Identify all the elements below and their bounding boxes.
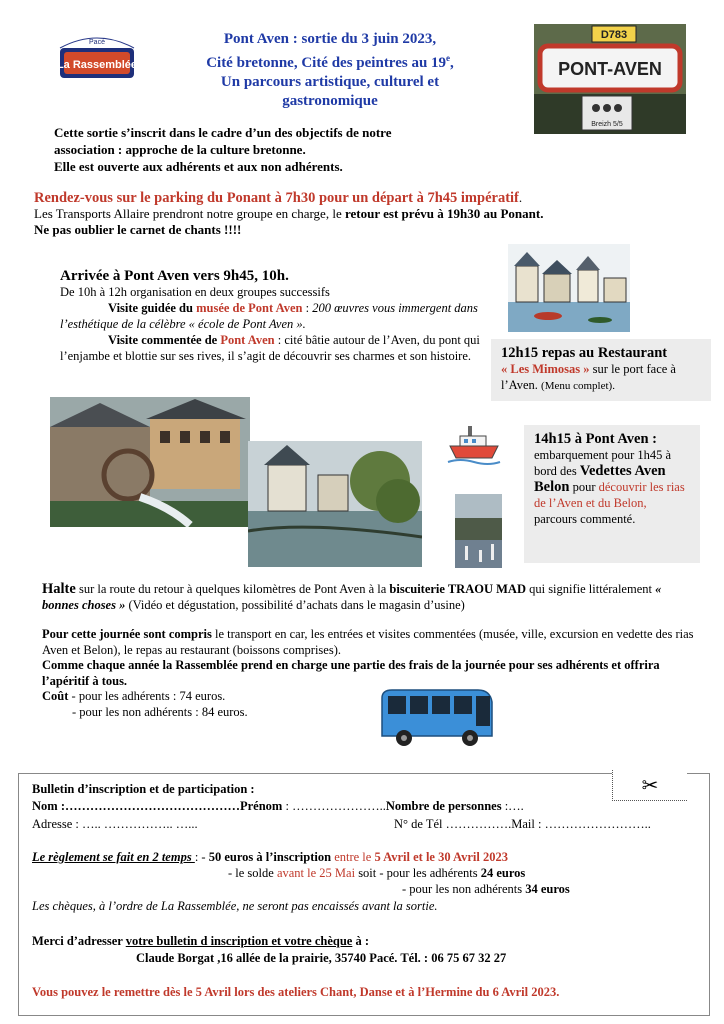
biscuit-factory: biscuiterie TRAOU MAD xyxy=(389,582,526,596)
firstname-label: Prénom xyxy=(239,799,283,813)
restaurant-box xyxy=(491,339,711,401)
firstname-field[interactable]: : ………………….. xyxy=(282,799,386,813)
balance-label: - le solde xyxy=(228,866,277,880)
balance-non-members-amount: 34 euros xyxy=(525,882,570,896)
stop-heading: Halte xyxy=(42,581,76,597)
return-time: retour est prévu à 19h30 au Ponant. xyxy=(344,206,544,221)
title-line2 xyxy=(170,49,490,73)
payment-sep: : - xyxy=(194,850,209,864)
title-line4: gastronomique xyxy=(282,93,378,109)
songbook-reminder: Ne pas oublier le carnet de chants !!!! xyxy=(34,222,242,237)
excursion-heading: 14h15 à Pont Aven : xyxy=(534,431,657,447)
contact-address: Claude Borgat ,16 allée de la prairie, 35740 Pacé. Tél. : 06 75 67 32 27 xyxy=(136,951,507,965)
payment-deposit: 50 euros à l’inscription xyxy=(208,850,332,864)
phone-mail-field[interactable]: N° de Tél …………….Mail : …………………….. xyxy=(394,817,651,831)
restaurant-menu: (Menu complet). xyxy=(541,380,615,392)
balance-non-members-label: - pour les non adhérents xyxy=(402,882,526,896)
people-count-label: Nombre de personnes xyxy=(385,799,502,813)
title-line2-end: , xyxy=(450,55,454,71)
museum-name: musée de Pont Aven xyxy=(196,301,303,315)
send-instructions xyxy=(32,934,369,949)
intro-paragraph xyxy=(54,124,484,175)
intro-line3: Elle est ouverte aux adhérents et aux non adhérents. xyxy=(54,159,343,174)
scissors-icon: ✂ xyxy=(612,770,687,801)
stop-text-a: sur la route du retour à quelques kilomètres de Pont Aven à la xyxy=(75,582,390,596)
intro-line1: Cette sortie s’inscrit dans le cadre d’un des objectifs de notre xyxy=(54,125,392,140)
handover-note: Vous pouvez le remettre dès le 5 Avril lors des ateliers Chant, Danse et à l’Hermine du 6 Avril 2023. xyxy=(32,985,560,999)
transport-text: Les Transports Allaire prendront notre groupe en charge, le xyxy=(34,206,345,221)
rendezvous-block xyxy=(34,190,694,238)
balance-deadline: avant le 25 Mai xyxy=(276,866,356,880)
title-line3: Un parcours artistique, culturel et xyxy=(220,74,440,90)
boat-excursion-box xyxy=(524,425,700,563)
title-line1: Pont Aven : sortie du 3 juin 2023, xyxy=(223,31,437,47)
stop-text-e: (Vidéo et dégustation, possibilité d’achats dans le magasin d’usine) xyxy=(125,598,465,612)
museum-description: 200 œuvres vous immergent dans l’esthétique de la célèbre « école de Pont Aven ». xyxy=(60,301,478,331)
balance-members-label: soit - pour les adhérents xyxy=(355,866,481,880)
excursion-rias: découvrir les rias de l’Aven et du Belon, xyxy=(534,480,685,510)
form-title: Bulletin d’inscription et de participation : xyxy=(32,782,255,796)
town-visit-label: Visite commentée de xyxy=(108,333,221,347)
send-what: votre bulletin d inscription et votre chèque xyxy=(125,934,353,948)
included-text: le transport en car, les entrées et visites commentées (musée, ville, excursion en vedette des rias Aven et Belon), le repas au restaurant (boissons comprises). xyxy=(42,627,694,657)
included-label: Pour cette journée sont compris xyxy=(42,627,212,641)
harbor-photo xyxy=(455,494,502,568)
village-painting-image xyxy=(248,441,422,567)
town-visit xyxy=(60,332,480,364)
send-to: à : xyxy=(352,934,370,948)
rendezvous-line-end: . xyxy=(518,190,523,205)
address-field[interactable]: Adresse : ….. …………….. …... xyxy=(32,817,198,831)
town-description: : cité bâtie autour de l’Aven, du pont qui l’enjambe et blottie sur ses rives, il s’agit de découvrir ses charmes et son histoire. xyxy=(60,333,480,363)
payment-label: Le règlement se fait en 2 temps xyxy=(32,850,195,864)
arrival-heading: Arrivée à Pont Aven vers 9h45, 10h. xyxy=(60,268,289,284)
aven-watercolor-image xyxy=(508,244,630,332)
people-count-field[interactable]: :…. xyxy=(501,799,524,813)
included-block xyxy=(42,627,702,720)
cost-members: - pour les adhérents : 74 euros. xyxy=(68,689,226,703)
cost-non-members: - pour les non adhérents : 84 euros. xyxy=(72,704,248,719)
association-contribution: Comme chaque année la Rassemblée prend en charge une partie des frais de la journée pour ses adhérents et offrira l’apéritif à tous. xyxy=(42,658,660,688)
bonnes-choses: « bonnes choses » xyxy=(42,582,662,612)
logo-text: La Rassemblée xyxy=(56,59,138,71)
restaurant-heading: 12h15 repas au Restaurant xyxy=(501,345,668,361)
rendezvous-line: Rendez-vous sur le parking du Ponant à 7h30 pour un départ à 7h45 impératif xyxy=(34,190,519,206)
cheques-note: Les chèques, à l’ordre de La Rassemblée, ne seront pas encaissés avant la sortie. xyxy=(32,899,438,913)
museum-visit xyxy=(60,300,480,332)
restaurant-name: « Les Mimosas » xyxy=(501,362,590,376)
watermill-photo xyxy=(50,397,250,527)
museum-colon: : xyxy=(302,301,313,315)
stop-text-c: qui signifie littéralement xyxy=(525,582,656,596)
boat-icon xyxy=(446,420,502,470)
groups-text: De 10h à 12h organisation en deux groupes successifs xyxy=(60,285,330,299)
payment-dates: 5 Avril et le 30 Avril 2023 xyxy=(374,850,509,864)
name-field[interactable]: Nom :…………………………………… xyxy=(32,799,240,813)
cost-label: Coût xyxy=(42,689,69,703)
page-title xyxy=(170,30,490,111)
excursion-guided: parcours commenté. xyxy=(534,512,636,526)
sign-town-text: PONT-AVEN xyxy=(558,59,662,79)
pont-aven-sign-photo xyxy=(534,24,686,134)
intro-line2: association : approche de la culture bretonne. xyxy=(54,142,306,157)
balance-row xyxy=(228,866,525,881)
sign-road-number: D783 xyxy=(600,29,628,41)
excursion-boat-name: Vedettes Aven Belon xyxy=(534,463,666,495)
excursion-boarding: embarquement pour 1h45 à bord des xyxy=(534,448,672,478)
rassemblee-logo xyxy=(52,26,142,84)
stop-block xyxy=(42,581,692,613)
bus-icon xyxy=(378,686,494,750)
form-name-row xyxy=(32,799,524,814)
town-name: Pont Aven xyxy=(220,333,275,347)
logo-sub-text: Pacé xyxy=(89,39,105,46)
excursion-for: pour xyxy=(569,480,599,494)
send-label: Merci d’adresser xyxy=(32,934,126,948)
balance-members-amount: 24 euros xyxy=(480,866,526,880)
sign-breizh-text: Breizh 5/5 xyxy=(591,121,623,128)
title-sup: e xyxy=(446,53,451,63)
restaurant-location: sur le port face à l’Aven. xyxy=(501,362,676,392)
payment-between: entre le xyxy=(331,850,375,864)
balance-non-members-row xyxy=(402,882,570,897)
payment-row xyxy=(32,850,508,865)
title-line2-text: Cité bretonne, Cité des peintres au 19 xyxy=(206,55,447,71)
arrival-block xyxy=(60,268,480,364)
museum-visit-label: Visite guidée du xyxy=(108,301,197,315)
